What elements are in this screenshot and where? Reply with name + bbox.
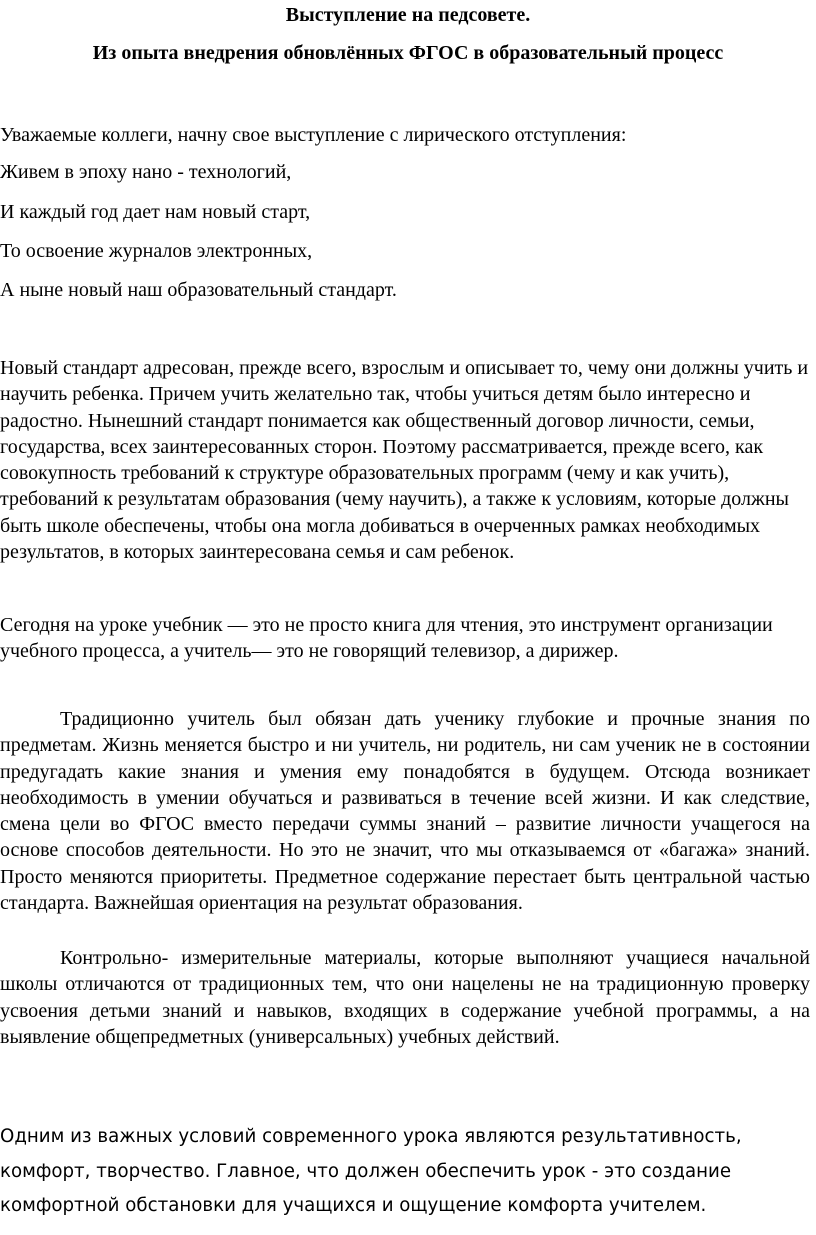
document-subtitle: Из опыта внедрения обновлённых ФГОС в образовательный процесс [92, 42, 724, 64]
intro-line: Живем в эпоху нано - технологий, [0, 161, 292, 183]
intro-line: Уважаемые коллеги, начну свое выступление с лирического отступления: [0, 124, 627, 146]
intro-line: То освоение журналов электронных, [0, 240, 313, 262]
document-title: Выступление на педсовете. [285, 4, 531, 26]
paragraph-textbook: Сегодня на уроке учебник — это не просто книга для чтения, это инструмент организации учебного процесса, а учитель— это не говорящий телевизор, а дирижер. [0, 614, 773, 663]
intro-line: А ныне новый наш образовательный стандарт. [0, 279, 397, 301]
paragraph-traditional: Традиционно учитель был обязан дать ученику глубокие и прочные знания по предметам. Жизнь меняется быстро и ни учитель, ни родитель, ни сам ученик не в состоянии предугадать какие знания и умения ему понадобятся в будущем. Отсюда возникает необходимость в умении обучаться и развиваться в течение всей жизни. И как следствие, смена цели во ФГОС вместо передачи суммы знаний – развитие личности учащегося на основе способов деятельности. Но это не значит, что мы отказываемся от «багажа» знаний. Просто меняются приоритеты. Предметное содержание перестает быть центральной частью стандарта. Важнейшая ориентация на результат образования. [0, 708, 810, 915]
intro-line: И каждый год дает нам новый старт, [0, 201, 311, 223]
paragraph-standard: Новый стандарт адресован, прежде всего, взрослым и описывает то, чему они должны учить и научить ребенка. Причем учить желательно так, чтобы учиться детям было интересно и радостно. Нынешний стандарт понимается как общественный договор личности, семьи, государства, всех заинтересованных сторон. Поэтому рассматривается, прежде всего, как совокупность требований к структуре образовательных программ (чему и как учить), требований к результатам образования (чему научить), а также к условиям, которые должны быть школе обеспечены, чтобы она могла добиваться в очерченных рамках необходимых результатов, в которых заинтересована семья и сам ребенок. [0, 357, 809, 564]
closing-paragraph: Одним из важных условий современного урока являются результативность, комфорт, творчество. Главное, что должен обеспечить урок - это создание комфортной обстановки для учащихся и ощущение комфорта учителем. [0, 1126, 742, 1216]
paragraph-assessment: Контрольно- измерительные материалы, которые выполняют учащиеся начальной школы отличаются от традиционных тем, что они нацелены не на традиционную проверку усвоения детьми знаний и навыков, входящих в содержание учебной программы, а на выявление общепредметных (универсальных) учебных действий. [0, 947, 810, 1048]
